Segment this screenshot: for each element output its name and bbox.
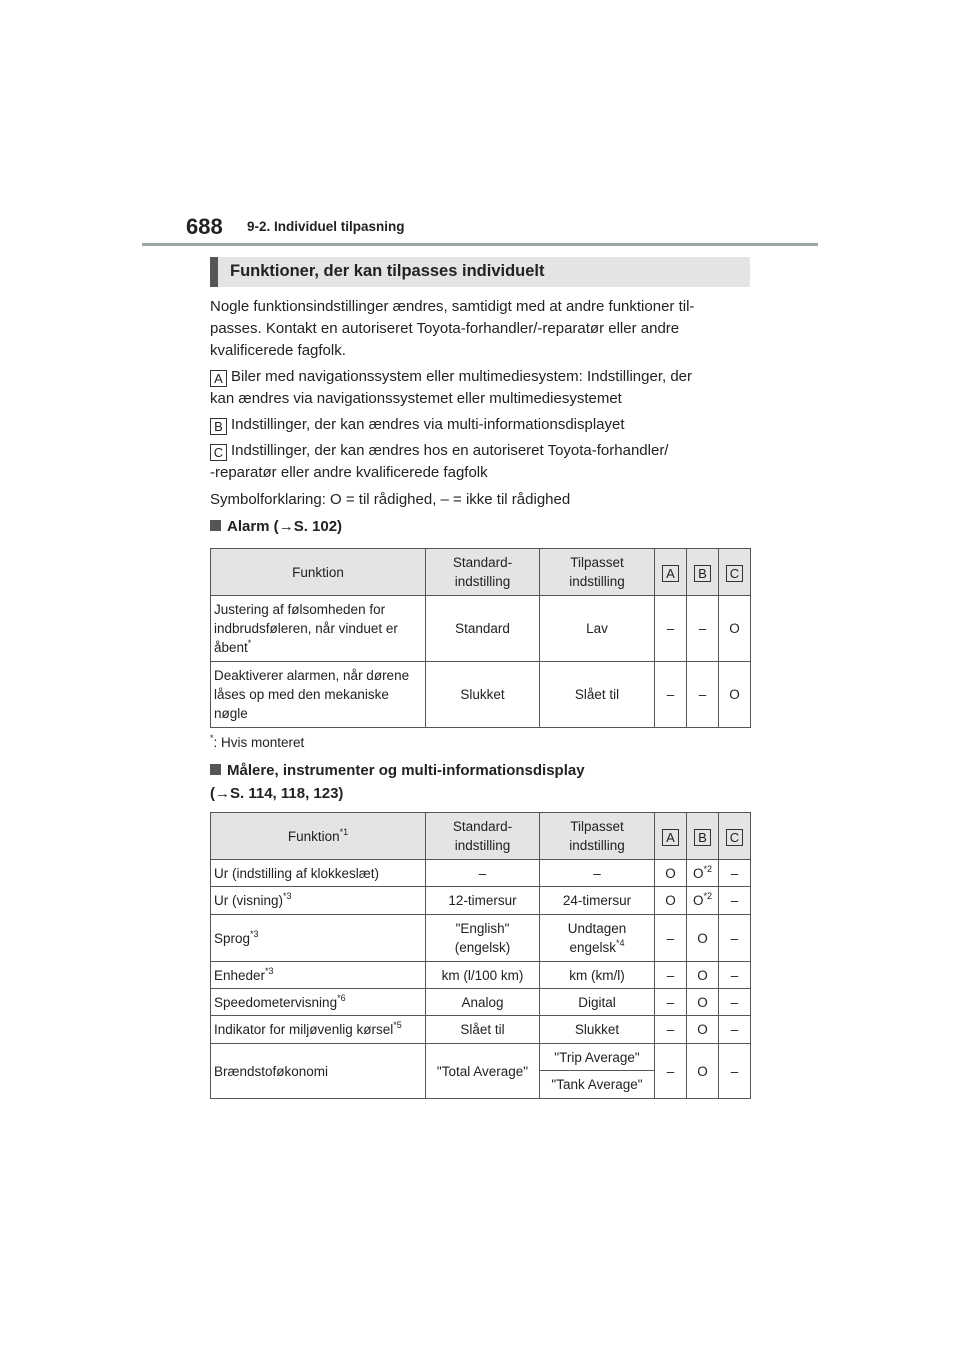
intro-line: kvalificerede fagfolk. xyxy=(210,342,346,359)
arrow-right-icon: → xyxy=(215,785,230,802)
table-row xyxy=(211,887,751,915)
standard-cell: Standard xyxy=(426,596,540,662)
legend-a-text: kan ændres via navigationssystemet eller multimediesystemet xyxy=(210,390,622,407)
c-cell: – xyxy=(719,962,751,989)
intro-line: Nogle funktionsindstillinger ændres, samtidigt med at andre funktioner til- xyxy=(210,298,695,315)
legend-a xyxy=(210,366,750,410)
gauges-table xyxy=(210,812,751,1099)
col-header-c: C xyxy=(719,813,751,860)
standard-cell: Analog xyxy=(426,989,540,1016)
table-row xyxy=(211,596,751,662)
table-row xyxy=(211,915,751,962)
gauges-heading: Målere, instrumenter og multi-informationsdisplay (→S. 114, 118, 123) xyxy=(210,762,585,802)
custom-cell: Lav xyxy=(540,596,655,662)
legend-c-text: Indstillinger, der kan ændres hos en autoriseret Toyota-forhandler/ xyxy=(231,442,669,459)
standard-cell: "Total Average" xyxy=(426,1044,540,1099)
header-divider xyxy=(142,243,818,246)
col-header-b: B xyxy=(687,549,719,596)
chapter-title: 9-2. Individuel tilpasning xyxy=(247,219,405,234)
a-cell: – xyxy=(655,662,687,728)
table-row xyxy=(211,662,751,728)
standard-cell: "English" (engelsk) xyxy=(426,915,540,962)
footnote: *: Hvis monteret xyxy=(210,733,305,750)
custom-cell: Undtagen engelsk$^{*4}$ xyxy=(540,915,655,962)
c-cell: O xyxy=(719,596,751,662)
c-cell: – xyxy=(719,887,751,915)
custom-cell: "Tank Average" xyxy=(540,1071,655,1099)
c-cell: – xyxy=(719,989,751,1016)
a-cell: – xyxy=(655,596,687,662)
function-cell: Brændstoføkonomi xyxy=(211,1044,426,1099)
b-cell: $O^{*2}$ xyxy=(687,887,719,915)
standard-cell: Slået til xyxy=(426,1016,540,1044)
letter-a-badge: A xyxy=(210,370,227,387)
custom-cell: Slået til xyxy=(540,662,655,728)
a-cell: O xyxy=(655,860,687,887)
custom-cell: Slukket xyxy=(540,1016,655,1044)
section-heading-box xyxy=(210,257,750,287)
c-cell: – xyxy=(719,915,751,962)
function-cell: Justering af følsomheden for indbrudsføleren, når vinduet er åbent* xyxy=(211,596,426,662)
c-cell: – xyxy=(719,1044,751,1099)
arrow-right-icon: → xyxy=(278,518,294,535)
col-header-tilpasset: Tilpasset indstilling xyxy=(540,813,655,860)
col-header-c: C xyxy=(719,549,751,596)
letter-c-badge: C xyxy=(210,444,227,461)
table-row xyxy=(211,860,751,887)
section-title: Funktioner, der kan tilpasses individuelt xyxy=(230,262,545,280)
table-row xyxy=(211,989,751,1016)
c-cell: – xyxy=(719,860,751,887)
b-cell: O xyxy=(687,989,719,1016)
square-bullet-icon xyxy=(210,764,221,775)
letter-b-badge: B xyxy=(210,418,227,435)
b-cell: – xyxy=(687,662,719,728)
b-cell: $O^{*2}$ xyxy=(687,860,719,887)
square-bullet-icon xyxy=(210,520,221,531)
col-header-b: B xyxy=(687,813,719,860)
alarm-table xyxy=(210,548,751,728)
page-reference[interactable]: S. 102) xyxy=(293,518,343,535)
a-cell: – xyxy=(655,1044,687,1099)
a-cell: – xyxy=(655,962,687,989)
col-header-funktion: Funktion$^{*1}$ xyxy=(211,813,426,860)
function-cell: Enheder$^{*3}$ xyxy=(211,962,426,989)
standard-cell: 12-timersur xyxy=(426,887,540,915)
c-cell: O xyxy=(719,662,751,728)
table-row xyxy=(211,1016,751,1044)
table-header-row xyxy=(211,549,751,596)
b-cell: – xyxy=(687,596,719,662)
table-row xyxy=(211,1044,751,1071)
a-cell: – xyxy=(655,1016,687,1044)
page-number: 688 xyxy=(186,214,223,239)
b-cell: O xyxy=(687,1044,719,1099)
a-cell: O xyxy=(655,887,687,915)
legend-b-text: Indstillinger, der kan ændres via multi-informationsdisplayet xyxy=(231,416,625,433)
table-row xyxy=(211,962,751,989)
b-cell: O xyxy=(687,915,719,962)
symbol-legend: Symbolforklaring: O = til rådighed, – = ikke til rådighed xyxy=(210,491,571,508)
function-cell: Sprog$^{*3}$ xyxy=(211,915,426,962)
function-cell: Indikator for miljøvenlig kørsel$^{*5}$ xyxy=(211,1016,426,1044)
function-cell: Deaktiverer alarmen, når dørene låses op med den mekaniske nøgle xyxy=(211,662,426,728)
col-header-a: A xyxy=(655,813,687,860)
intro-line: passes. Kontakt en autoriseret Toyota-forhandler/-reparatør eller andre xyxy=(210,320,680,337)
function-cell: Ur (visning)$^{*3}$ xyxy=(211,887,426,915)
function-cell: Speedometervisning$^{*6}$ xyxy=(211,989,426,1016)
col-header-a: A xyxy=(655,549,687,596)
custom-cell: – xyxy=(540,860,655,887)
a-cell: – xyxy=(655,989,687,1016)
c-cell: – xyxy=(719,1016,751,1044)
table-header-row xyxy=(211,813,751,860)
col-header-tilpasset: Tilpasset indstilling xyxy=(540,549,655,596)
legend-a-text: Biler med navigationssystem eller multimediesystem: Indstillinger, der xyxy=(231,368,693,385)
custom-cell: Digital xyxy=(540,989,655,1016)
intro-paragraph xyxy=(210,296,750,362)
standard-cell: – xyxy=(426,860,540,887)
a-cell: – xyxy=(655,915,687,962)
alarm-heading: Alarm (→S. 102) xyxy=(210,515,342,538)
page-reference[interactable]: S. 114, 118, 123) xyxy=(230,785,344,802)
custom-cell: 24-timersur xyxy=(540,887,655,915)
col-header-standard: Standard- indstilling xyxy=(426,813,540,860)
b-cell: O xyxy=(687,962,719,989)
col-header-funktion: Funktion xyxy=(211,549,426,596)
legend-b xyxy=(210,414,750,436)
function-cell: Ur (indstilling af klokkeslæt) xyxy=(211,860,426,887)
custom-cell: km (km/l) xyxy=(540,962,655,989)
col-header-standard: Standard- indstilling xyxy=(426,549,540,596)
standard-cell: Slukket xyxy=(426,662,540,728)
legend-c-text: -reparatør eller andre kvalificerede fagfolk xyxy=(210,464,488,481)
standard-cell: km (l/100 km) xyxy=(426,962,540,989)
b-cell: O xyxy=(687,1016,719,1044)
custom-cell: "Trip Average" xyxy=(540,1044,655,1071)
legend-c xyxy=(210,440,750,484)
